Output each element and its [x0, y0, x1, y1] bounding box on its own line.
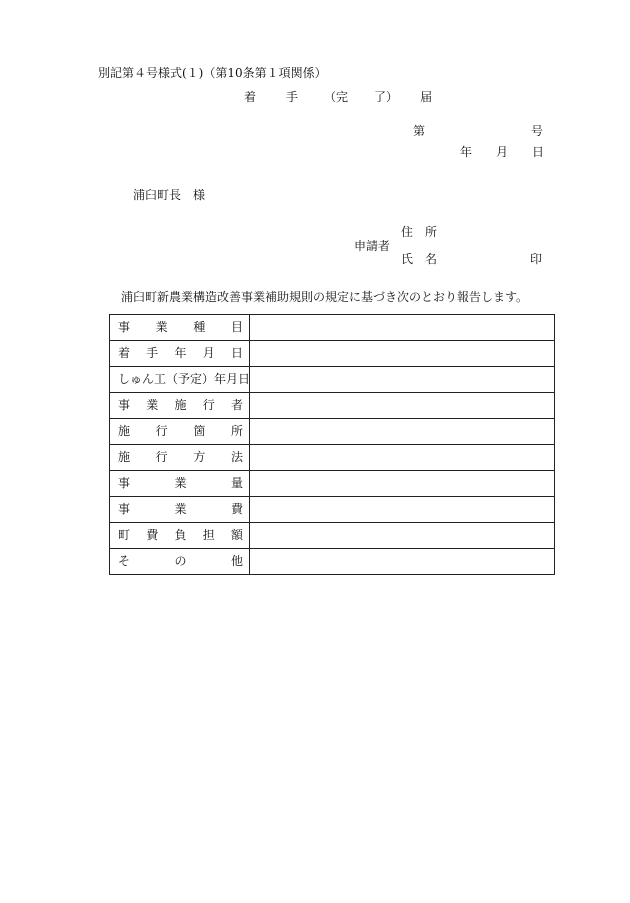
row-label-cell — [110, 445, 250, 471]
row-label-cell — [110, 549, 250, 575]
row-label-cell — [110, 367, 250, 393]
row-label: 施行箇所 — [118, 424, 243, 438]
title-part-3: （完 — [324, 90, 349, 104]
title-part-1: 着 — [244, 90, 257, 104]
row-value-cell[interactable] — [250, 315, 555, 341]
row-label: 事業量 — [118, 476, 243, 490]
row-label-cell — [110, 523, 250, 549]
table-row — [110, 549, 555, 575]
row-value-cell[interactable] — [250, 393, 555, 419]
row-label-cell — [110, 315, 250, 341]
applicant-label: 申請者 — [354, 239, 391, 253]
row-label: 事業費 — [118, 502, 243, 516]
row-label: その他 — [118, 554, 243, 568]
table-row — [110, 393, 555, 419]
row-label: 町費負担額 — [118, 528, 243, 542]
row-label: 着手年月日 — [118, 346, 243, 360]
row-value-cell[interactable] — [250, 471, 555, 497]
row-value-cell[interactable] — [250, 367, 555, 393]
table-row — [110, 367, 555, 393]
row-label: 事業種目 — [118, 320, 243, 334]
row-label: しゅん工（予定）年月日 — [118, 372, 251, 386]
date-day-label: 日 — [531, 145, 544, 159]
table-row — [110, 471, 555, 497]
row-label-cell — [110, 393, 250, 419]
row-value-cell[interactable] — [250, 523, 555, 549]
row-label: 事業施行者 — [118, 398, 243, 412]
report-statement: 浦臼町新農業構造改善事業補助規則の規定に基づき次のとおり報告します。 — [121, 290, 529, 304]
number-suffix: 号 — [530, 124, 543, 138]
report-table — [109, 314, 555, 575]
addressee: 浦臼町長 様 — [133, 188, 206, 202]
row-value-cell[interactable] — [250, 497, 555, 523]
table-row — [110, 523, 555, 549]
date-month-label: 月 — [496, 145, 509, 159]
table-row — [110, 315, 555, 341]
row-value-cell[interactable] — [250, 341, 555, 367]
number-prefix: 第 — [413, 124, 426, 138]
date-year-label: 年 — [460, 145, 473, 159]
row-value-cell[interactable] — [250, 419, 555, 445]
row-label-cell — [110, 497, 250, 523]
table-row — [110, 341, 555, 367]
form-reference: 別記第４号様式(１)（第10条第１項関係） — [98, 66, 327, 80]
table-row — [110, 445, 555, 471]
seal-mark: 印 — [530, 252, 543, 266]
table-row — [110, 497, 555, 523]
table-row — [110, 419, 555, 445]
title-part-4: 了） — [374, 90, 399, 104]
title-part-5: 届 — [420, 90, 433, 104]
title-part-2: 手 — [286, 90, 299, 104]
row-label-cell — [110, 419, 250, 445]
address-label: 住 所 — [401, 225, 438, 239]
name-label: 氏 名 — [401, 252, 438, 266]
row-value-cell[interactable] — [250, 445, 555, 471]
row-label: 施行方法 — [118, 450, 243, 464]
row-value-cell[interactable] — [250, 549, 555, 575]
row-label-cell — [110, 471, 250, 497]
row-label-cell — [110, 341, 250, 367]
document-title — [244, 91, 432, 103]
